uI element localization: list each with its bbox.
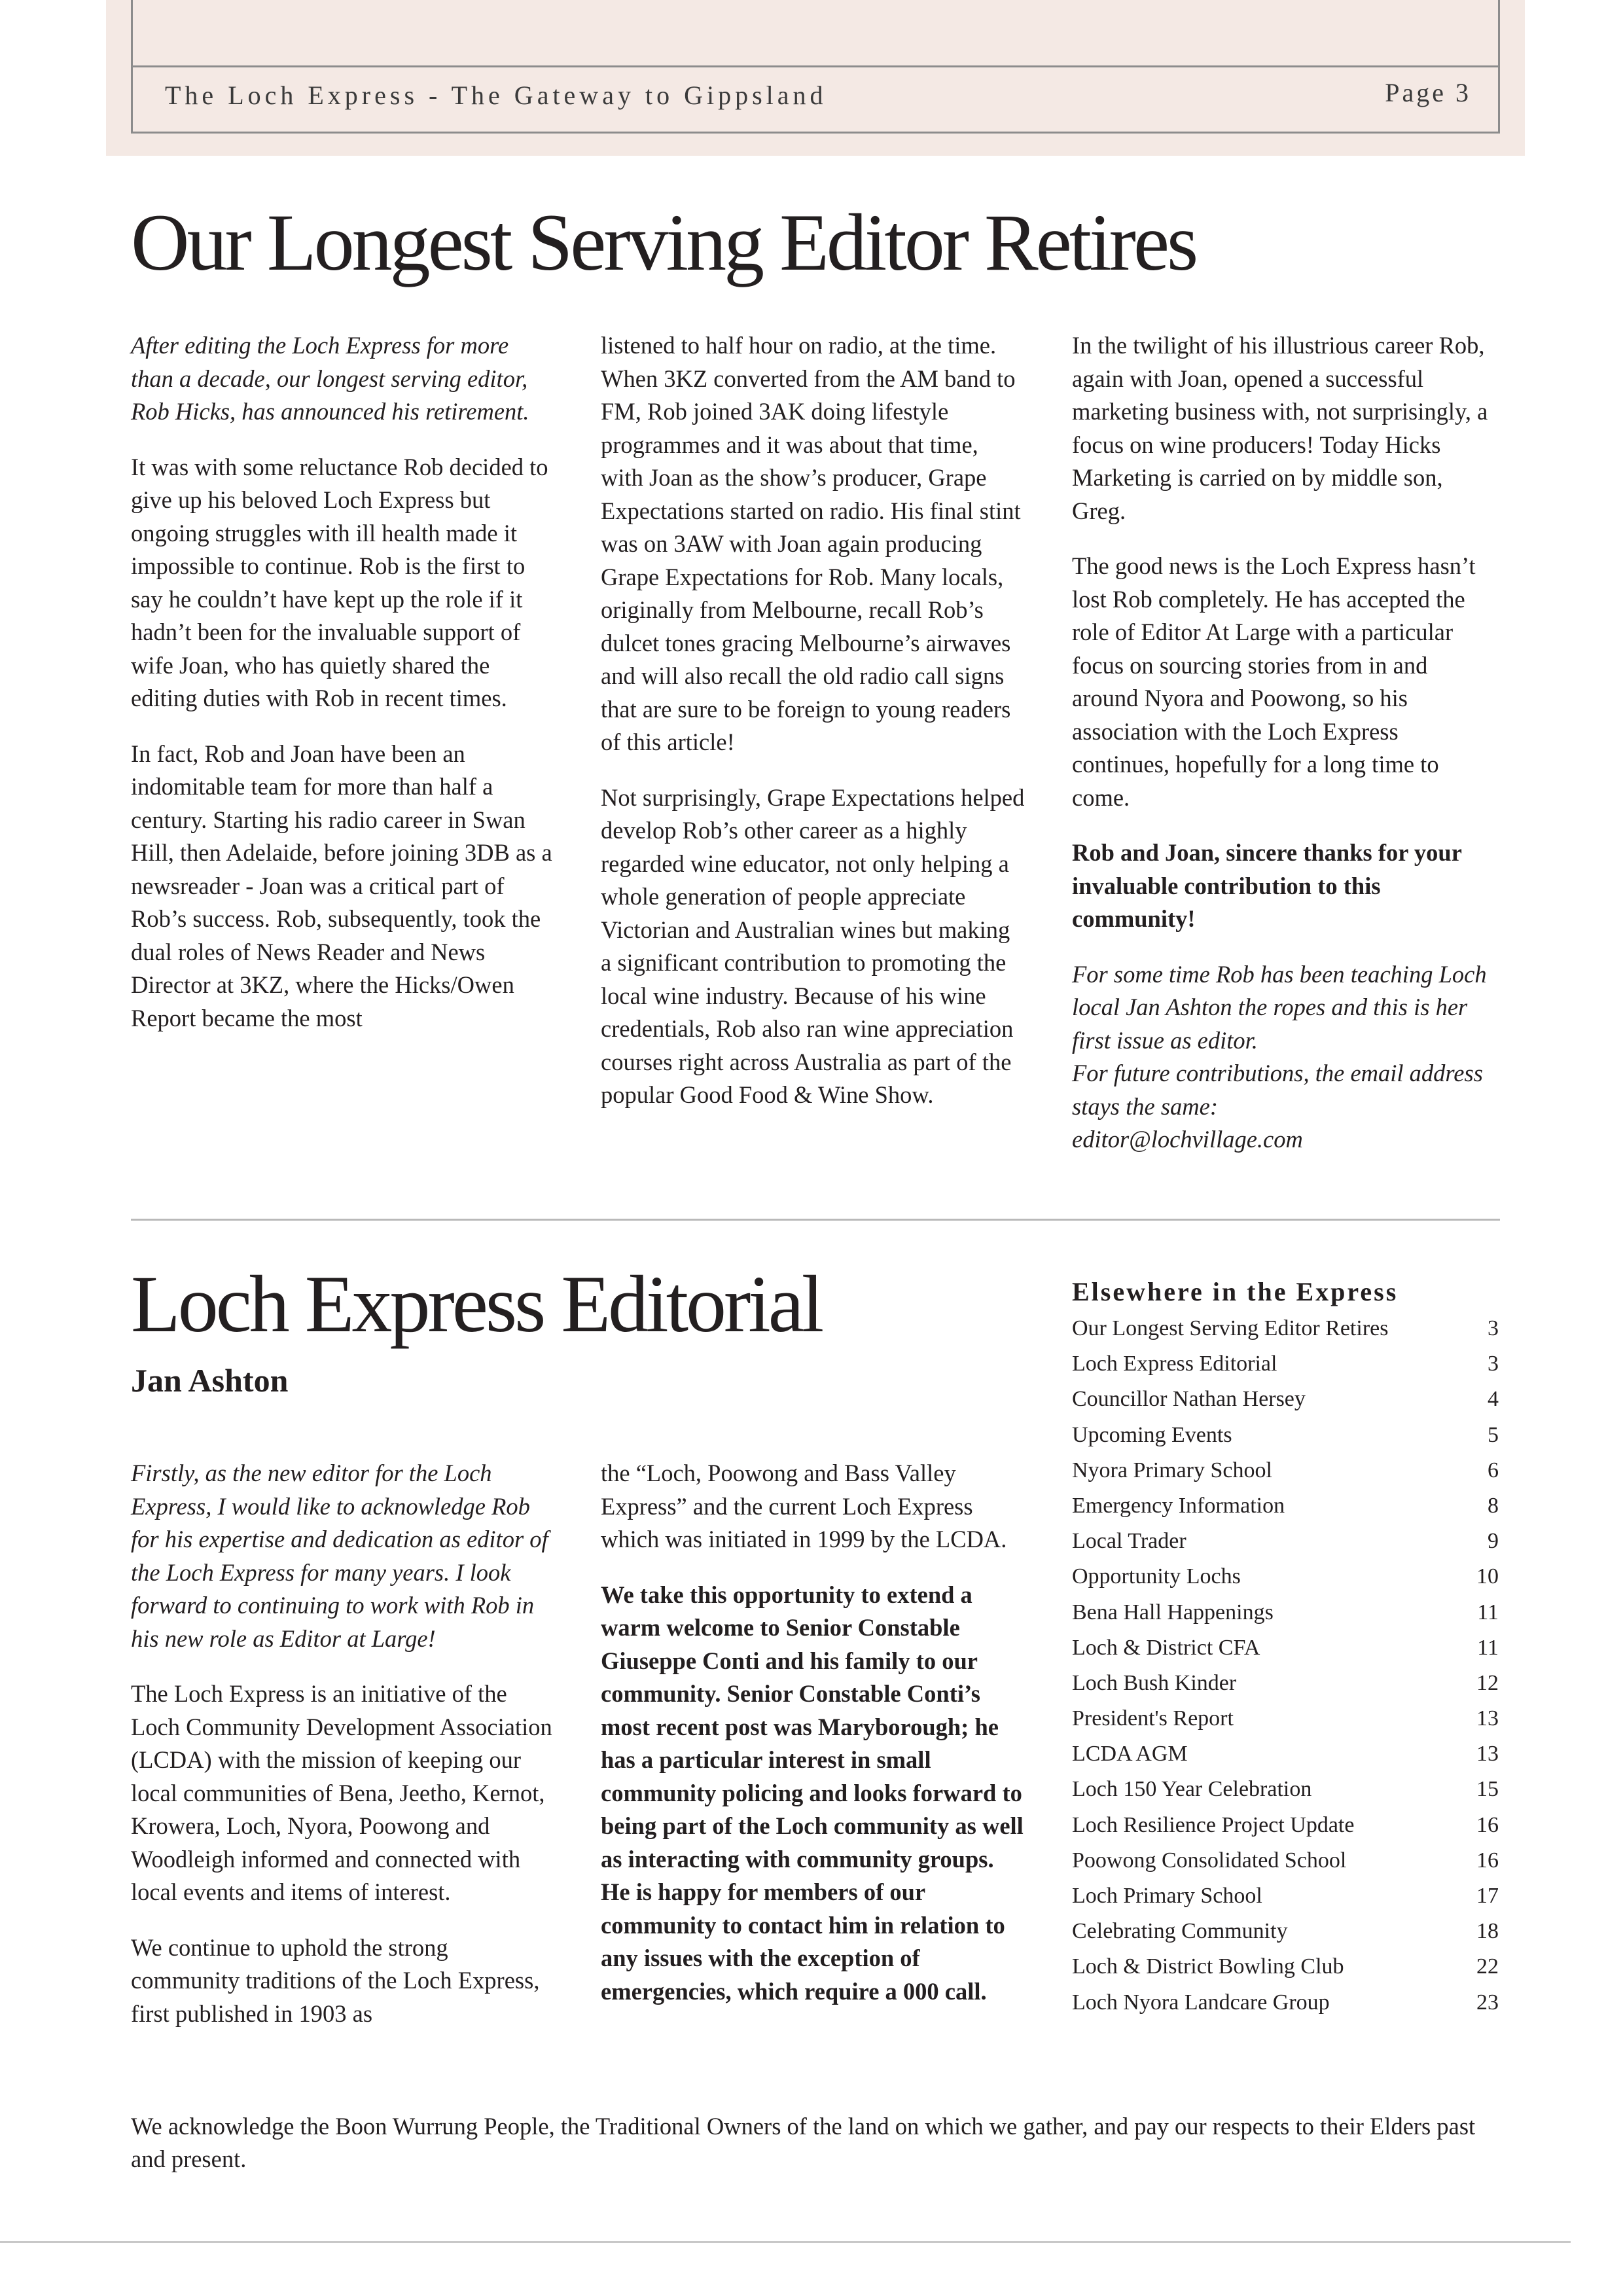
- contents-item-page: 5: [1488, 1422, 1499, 1447]
- contents-item[interactable]: [1072, 1529, 1499, 1564]
- contents-item-label: Our Longest Serving Editor Retires: [1072, 1316, 1389, 1340]
- new-editor-note: For some time Rob has been teaching Loch local Jan Ashton the ropes and this is her first issue as editor.: [1072, 960, 1487, 1054]
- contents-item-label: Opportunity Lochs: [1072, 1564, 1241, 1589]
- contents-item-label: Local Trader: [1072, 1529, 1186, 1554]
- contents-item-page: 4: [1488, 1387, 1499, 1412]
- contents-title: Elsewhere in the Express: [1072, 1277, 1399, 1306]
- contents-item[interactable]: [1072, 1919, 1499, 1954]
- contents-item-label: Loch & District Bowling Club: [1072, 1954, 1344, 1979]
- contents-item-page: 22: [1476, 1954, 1499, 1979]
- contents-item[interactable]: [1072, 1387, 1499, 1422]
- article-paragraph: Not surprisingly, Grape Expectations helped develop Rob’s other career as a highly regarded wine educator, not only helping a whole generation of people appreciate Victorian and Australian wines but making a significant contribution to promoting the local wine industry. Because of his wine credentials, Rob also ran wine appreciation courses right across Australia as part of the popular Good Food & Wine Show.: [601, 783, 1025, 1108]
- contents-item-page: 15: [1476, 1777, 1499, 1802]
- article-retires-column-1: [131, 329, 556, 1057]
- contents-item-label: Upcoming Events: [1072, 1422, 1232, 1447]
- contents-item[interactable]: [1072, 1671, 1499, 1706]
- contents-item[interactable]: [1072, 1636, 1499, 1671]
- article-editorial-column-2: [601, 1457, 1026, 2030]
- contents-item-page: 3: [1488, 1352, 1499, 1376]
- contents-item-label: Loch 150 Year Celebration: [1072, 1777, 1312, 1802]
- header-rule: [131, 65, 1500, 67]
- article-paragraph-split: [601, 329, 1026, 759]
- article-paragraph-part: We continue to uphold the strong community traditions of the Loch Express, first published in 1903 as: [131, 1933, 540, 2027]
- article-title-retires: Our Longest Serving Editor Retires: [131, 198, 1196, 287]
- article-paragraph-part: listened to half hour on radio, at the time. When 3KZ converted from the AM band to FM, Rob joined 3AK doing lifestyle programmes and it was about that time, with Joan as the show’s producer, Grape Expectations started on radio. His final stint was on 3AW with Joan again producing Grape Expectations for Rob. Many locals, originally from Melbourne, recall Rob’s dulcet tones gracing Melbourne’s airwaves and will also recall the old radio call signs that are sure to be foreign to young readers of this article!: [601, 332, 1021, 755]
- contents-item[interactable]: [1072, 1954, 1499, 1990]
- contents-item-page: 6: [1488, 1458, 1499, 1482]
- contents-item-label: Loch Express Editorial: [1072, 1352, 1277, 1376]
- contents-box: [1072, 1276, 1499, 2026]
- contents-item-label: Loch & District CFA: [1072, 1635, 1260, 1660]
- contents-item-label: Poowong Consolidated School: [1072, 1848, 1347, 1873]
- article-paragraph: The Loch Express is an initiative of the Loch Community Development Association (LCDA) with the mission of keeping our local communities of Bena, Jeetho, Kernot, Krowera, Loch, Nyora, Poowong and Woodleigh informed and connected with local events and items of interest.: [131, 1680, 552, 1905]
- contributions-note: For future contributions, the email address stays the same:: [1072, 1060, 1483, 1120]
- article-paragraph-part: In fact, Rob and Joan have been an indomitable team for more than half a century. Starting his radio career in Swan Hill, then Adelaide, before joining 3DB as a newsreader - Joan was a critical part of Rob’s success. Rob, subsequently, took the dual roles of News Reader and News Director at 3KZ, where the Hicks/Owen Report became the most: [131, 740, 552, 1031]
- contents-item[interactable]: [1072, 1990, 1499, 2026]
- contents-item-page: 3: [1488, 1316, 1499, 1340]
- article-retires-column-3: [1072, 329, 1497, 1179]
- section-divider: [131, 1219, 1500, 1221]
- contents-item-page: 8: [1488, 1493, 1499, 1518]
- contents-item-label: LCDA AGM: [1072, 1742, 1188, 1767]
- article-paragraph-split: [601, 1457, 1026, 1556]
- contents-item[interactable]: [1072, 1352, 1499, 1387]
- contents-item[interactable]: [1072, 1564, 1499, 1600]
- contents-item-label: Nyora Primary School: [1072, 1458, 1272, 1482]
- contents-item[interactable]: [1072, 1884, 1499, 1919]
- article-paragraph-split: [131, 738, 556, 1035]
- contents-item-label: Loch Primary School: [1072, 1884, 1262, 1908]
- article-title-editorial: Loch Express Editorial: [131, 1259, 822, 1349]
- article-byline: Jan Ashton: [131, 1362, 289, 1399]
- contents-item-label: Emergency Information: [1072, 1493, 1285, 1518]
- contents-item[interactable]: [1072, 1848, 1499, 1884]
- contents-item-page: 9: [1488, 1529, 1499, 1554]
- contents-item-page: 17: [1476, 1884, 1499, 1908]
- article-paragraph-part: the “Loch, Poowong and Bass Valley Express” and the current Loch Express which was initiated in 1999 by the LCDA.: [601, 1460, 1007, 1552]
- article-retires-column-2: [601, 329, 1026, 1134]
- contents-item-page: 11: [1477, 1635, 1499, 1660]
- contents-item[interactable]: [1072, 1777, 1499, 1812]
- contents-item-page: 23: [1476, 1990, 1499, 2015]
- article-intro: After editing the Loch Express for more than a decade, our longest serving editor, Rob Hicks, has announced his retirement.: [131, 332, 529, 425]
- contents-item[interactable]: [1072, 1742, 1499, 1777]
- page-number: Page 3: [1385, 78, 1471, 107]
- contents-item-page: 12: [1476, 1670, 1499, 1695]
- contents-item-label: Councillor Nathan Hersey: [1072, 1387, 1306, 1412]
- welcome-note: We take this opportunity to extend a warm welcome to Senior Constable Giuseppe Conti and his family to our community. Senior Constable Conti’s most recent post was Maryborough; he has a particular interest in small community policing and looks forward to being part of the Loch community as well as interacting with community groups. He is happy for members of our community to contact him in relation to any issues with the exception of emergencies, which require a 000 call.: [601, 1581, 1024, 2005]
- contents-item[interactable]: [1072, 1600, 1499, 1636]
- contents-item-page: 18: [1476, 1919, 1499, 1944]
- contents-item[interactable]: [1072, 1494, 1499, 1529]
- contents-item-label: President's Report: [1072, 1706, 1234, 1731]
- contents-item-label: Loch Bush Kinder: [1072, 1670, 1237, 1695]
- article-editorial-column-1: [131, 1457, 556, 2053]
- contents-item[interactable]: [1072, 1423, 1499, 1458]
- thanks-note: Rob and Joan, sincere thanks for your invaluable contribution to this community!: [1072, 839, 1462, 932]
- contents-item-page: 16: [1476, 1848, 1499, 1873]
- article-paragraph-split: [131, 1931, 556, 2031]
- contents-item-label: Loch Resilience Project Update: [1072, 1812, 1355, 1837]
- contents-item-page: 13: [1476, 1742, 1499, 1767]
- contents-item-page: 13: [1476, 1706, 1499, 1731]
- contents-list: [1072, 1316, 1499, 2026]
- running-title: The Loch Express - The Gateway to Gippsland: [165, 81, 827, 110]
- contents-item[interactable]: [1072, 1458, 1499, 1494]
- contents-item-page: 11: [1477, 1600, 1499, 1624]
- contents-item-page: 10: [1476, 1564, 1499, 1589]
- editor-email[interactable]: editor@lochvillage.com: [1072, 1126, 1303, 1153]
- contents-item[interactable]: [1072, 1813, 1499, 1848]
- article-paragraph: In the twilight of his illustrious career Rob, again with Joan, opened a successful marketing business with, not surprisingly, a focus on wine producers! Today Hicks Marketing is carried on by middle son, Greg.: [1072, 332, 1488, 524]
- contents-item-label: Celebrating Community: [1072, 1919, 1288, 1944]
- editorial-intro: Firstly, as the new editor for the Loch Express, I would like to acknowledge Rob for his expertise and dedication as editor of the Loch Express for many years. I look forward to continuing to work with Rob in his new role as Editor at Large!: [131, 1460, 548, 1652]
- acknowledgement-of-country: We acknowledge the Boon Wurrung People, the Traditional Owners of the land on which we gather, and pay our respects to their Elders past and present.: [131, 2113, 1476, 2172]
- contents-item[interactable]: [1072, 1316, 1499, 1352]
- contents-item-label: Loch Nyora Landcare Group: [1072, 1990, 1330, 2015]
- article-paragraph: The good news is the Loch Express hasn’t lost Rob completely. He has accepted the role of Editor At Large with a particular focus on sourcing stories from in and around Nyora and Poowong, so his association with the Loch Express continues, hopefully for a long time to come.: [1072, 552, 1476, 811]
- contents-item-label: Bena Hall Happenings: [1072, 1600, 1274, 1624]
- contents-item[interactable]: [1072, 1706, 1499, 1742]
- article-paragraph: It was with some reluctance Rob decided to give up his beloved Loch Express but ongoing struggles with ill health made it impossible to continue. Rob is the first to say he couldn’t have kept up the role if it hadn’t been for the invaluable support of wife Joan, who has quietly shared the editing duties with Rob in recent times.: [131, 453, 548, 711]
- contents-item-page: 16: [1476, 1812, 1499, 1837]
- footer-rule: [0, 2241, 1571, 2243]
